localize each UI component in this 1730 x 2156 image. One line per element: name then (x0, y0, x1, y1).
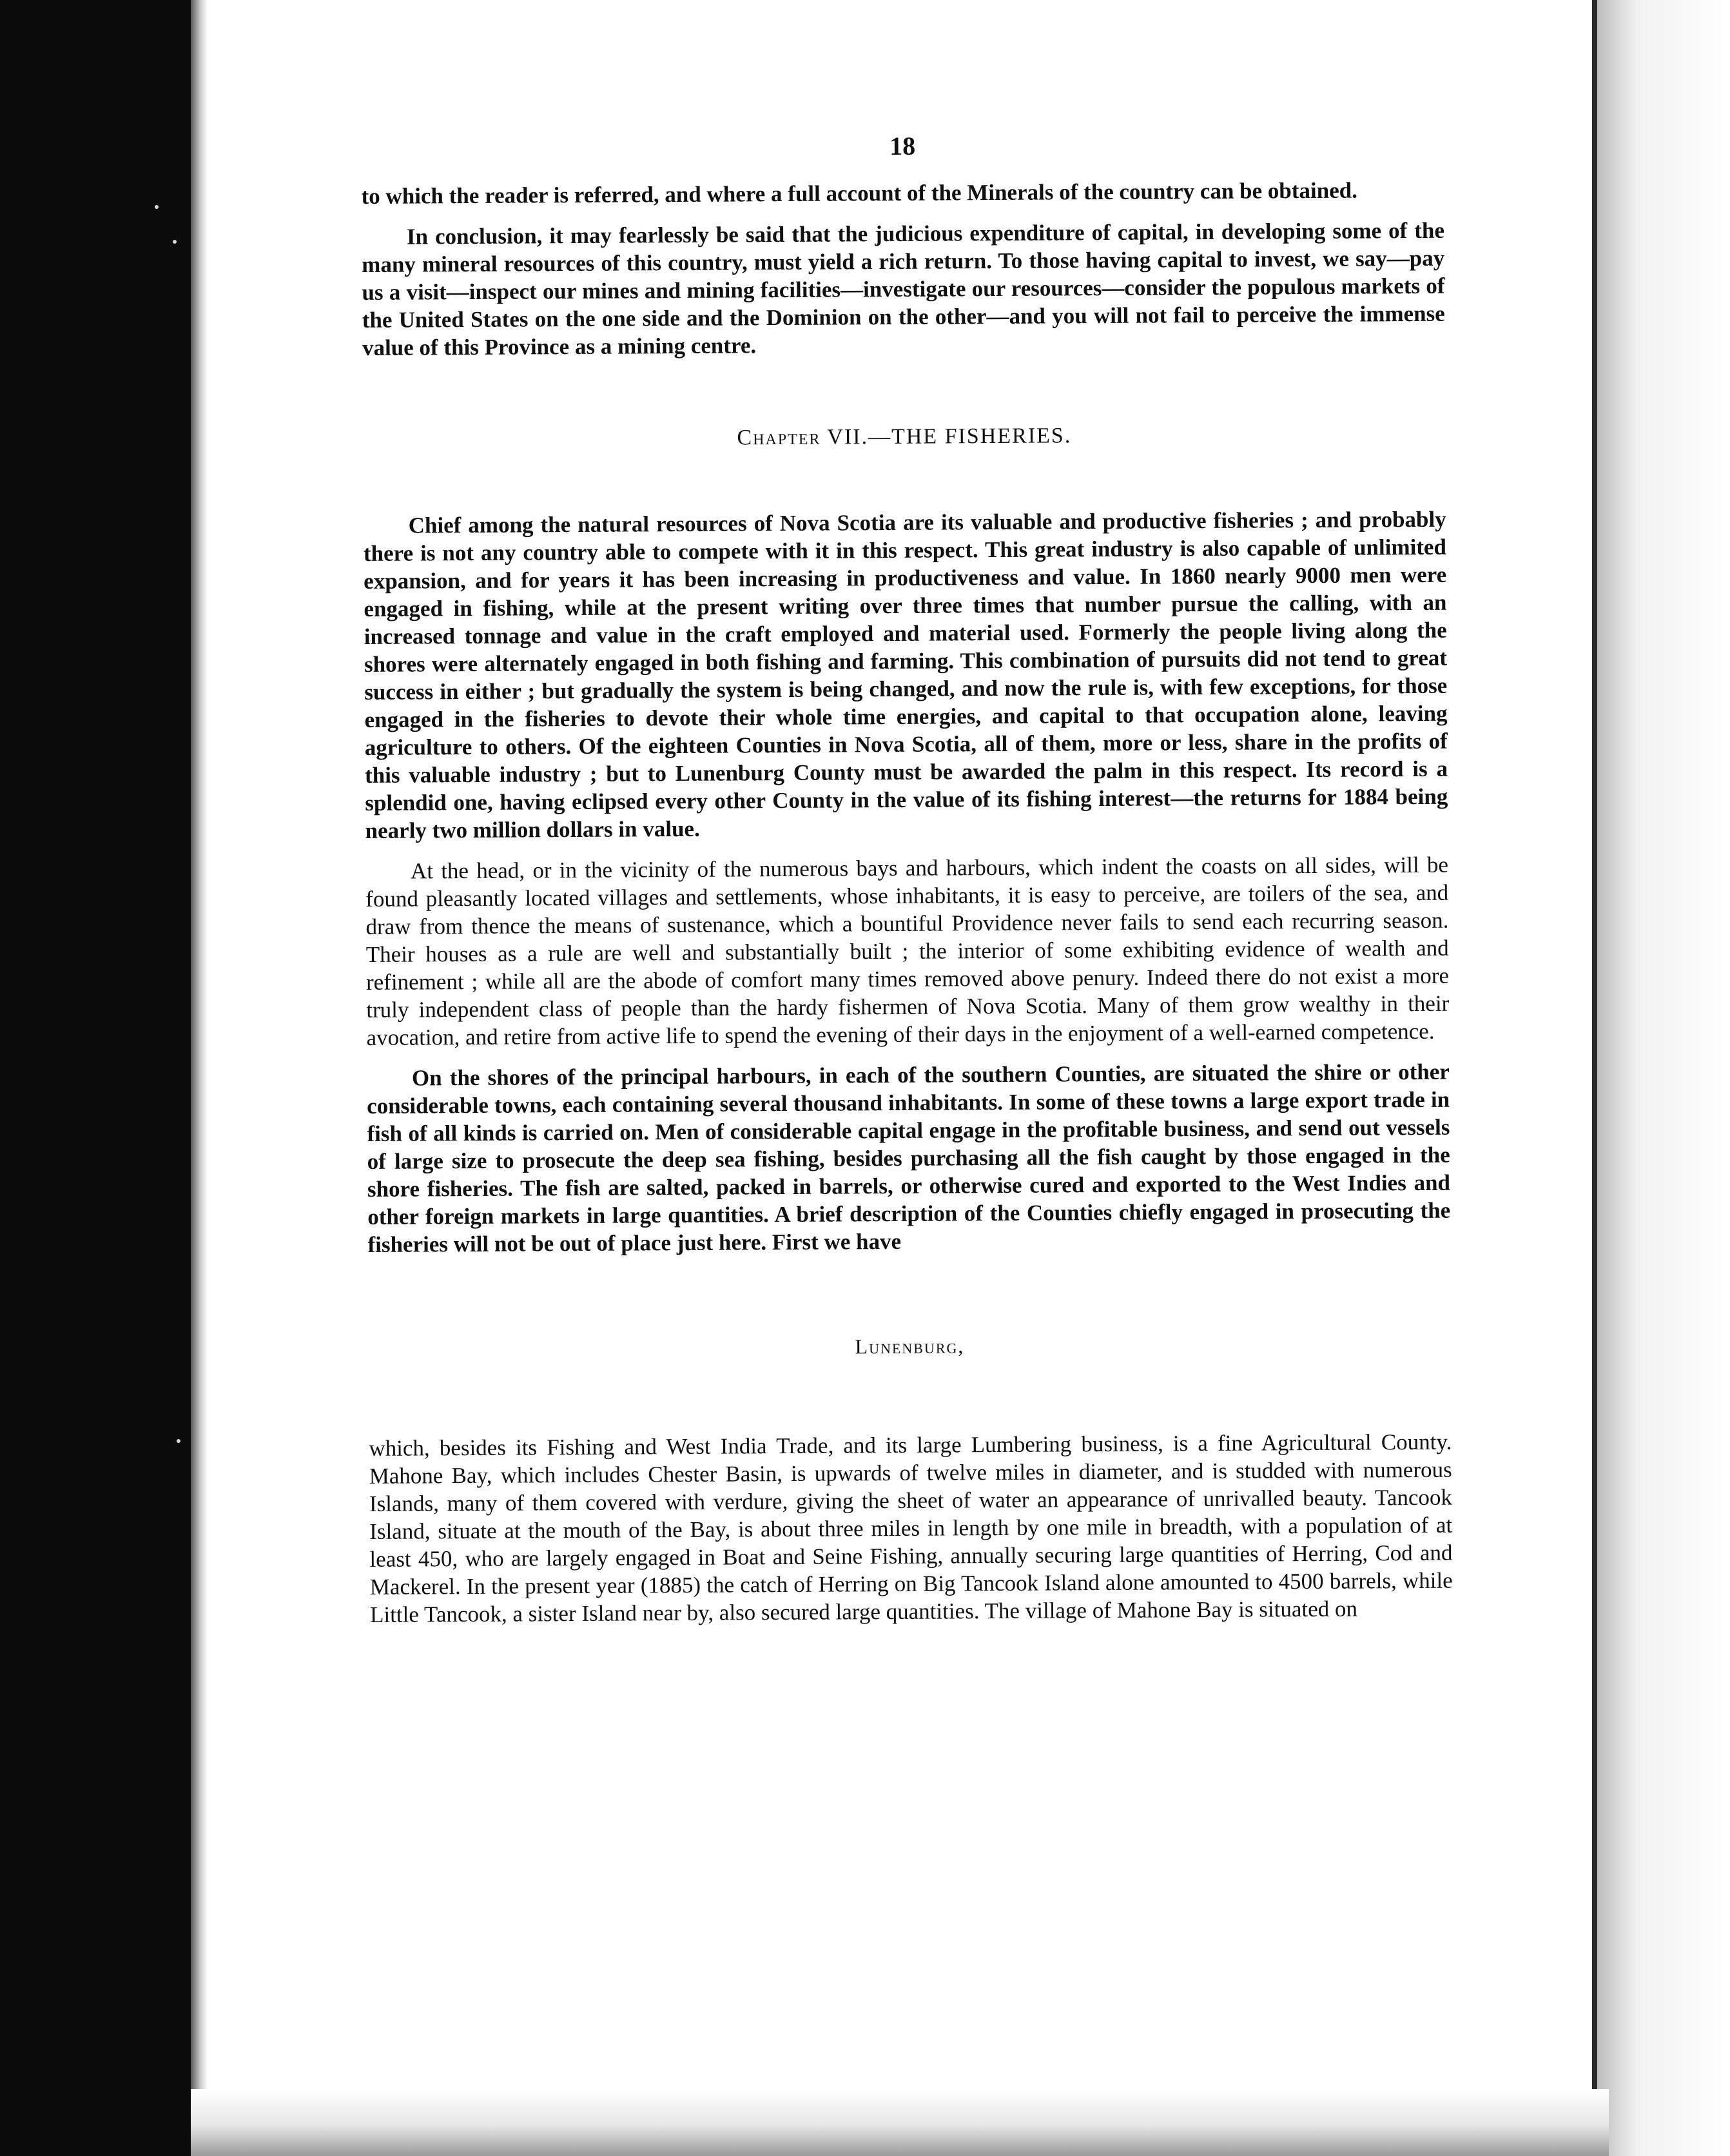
page-text-block (361, 129, 1453, 1642)
paragraph-fisheries-overview: Chief among the natural resources of Nova Scotia are its valuable and productive fisheries ; and probably there is not any country able to compete with it in this respect. This great industry is also capable of unlimited expansion, and for years it has been increasing in productiveness and value. In 1860 nearly 9000 men were engaged in fishing, while at the present writing over three times that number pursue the calling, with an increased tonnage and value in the craft employed and material used. Formerly the people living along the shores were alternately engaged in both fishing and farming. This combination of pursuits did not tend to great success in either ; but gradually the system is being changed, and now the rule is, with few exceptions, for those engaged in the fisheries to devote their whole time energies, and capital to that occupation alone, leaving agriculture to others. Of the eighteen Counties in Nova Scotia, all of them, more or less, share in the profits of this valuable industry ; but to Lunenburg County must be awarded the palm in this respect. Its record is a splendid one, having eclipsed every other County in the value of its fishing interest—the returns for 1884 being nearly two million dollars in value. (363, 506, 1448, 843)
paragraph-export-towns: On the shores of the principal harbours, in each of the southern Counties, are situated the shire or other considerable towns, each containing several thousand inhabitants. In some of these towns a large export trade in fish of all kinds is carried on. Men of considerable capital engage in the profitable business, and send out vessels of large size to prosecute the deep sea fishing, besides purchasing all the fish caught by those engaged in the shore fisheries. The fish are salted, packed in barrels, or otherwise cured and exported to the West Indies and other foreign markets in large quantities. A brief description of the Counties chiefly engaged in prosecuting the fisheries will not be out of place just here. First we have (367, 1059, 1451, 1257)
paragraph-lunenburg: which, besides its Fishing and West India Trade, and its large Lumbering business, is a fine Agricultural County. Mahone Bay, which includes Chester Basin, is upwards of twelve miles in diameter, and is studded with numerous Islands, many of them covered with verdure, giving the sheet of water an appearance of unrivalled beauty. Tancook Island, situate at the mouth of the Bay, is about three miles in length by one mile in breadth, with a population of at least 450, who are largely engaged in Boat and Seine Fishing, annually securing large quantities of Herring, Cod and Mackerel. In the present year (1885) the catch of Herring on Big Tancook Island alone amounted to 4500 barrels, while Little Tancook, a sister Island near by, also secured large quantities. The village of Mahone Bay is situated on (369, 1429, 1453, 1627)
dust-speck (177, 1439, 180, 1443)
page-edge-line (1592, 0, 1597, 2156)
scanner-dark-margin (0, 0, 191, 2156)
page-number: 18 (889, 131, 916, 161)
paragraph-conclusion: In conclusion, it may fearlessly be said that the judicious expenditure of capital, in developing some of the many mineral resources of this country, must yield a rich return. To those having capital to invest, we say—pay us a visit—inspect our mines and mining facilities—investigate our resources—consider the populous markets of the United States on the one side and the Dominion on the other—and you will not fail to perceive the immense value of this Province as a mining centre. (362, 217, 1445, 360)
dust-speck (155, 205, 159, 209)
page-bottom-shadow (191, 2089, 1609, 2156)
paragraph-minerals-reference: to which the reader is referred, and where a full account of the Minerals of the country can be obtained. (361, 177, 1358, 209)
county-heading: Lunenburg, (855, 1334, 965, 1358)
paragraph-fishing-villages: At the head, or in the vicinity of the numerous bays and harbours, which indent the coasts on all sides, will be found pleasantly located villages and settlements, whose inhabitants, it is easy to perceive, are toilers of the sea, and draw from thence the means of sustenance, which a bountiful Providence never fails to send each recurring season. Their houses as a rule are well and substantially built ; the interior of some exhibiting evidence of wealth and refinement ; while all are the abode of comfort many times removed above penury. Indeed there do not exist a more truly independent class of people than the hardy fishermen of Nova Scotia. Many of them grow wealthy in their avocation, and retire from active life to spend the evening of their days in the enjoyment of a well-earned competence. (365, 852, 1450, 1050)
right-page-margin (1597, 0, 1730, 2156)
dust-speck (173, 240, 177, 244)
chapter-heading: Chapter VII.—THE FISHERIES. (737, 424, 1072, 450)
page-gutter-shadow (191, 0, 208, 2156)
